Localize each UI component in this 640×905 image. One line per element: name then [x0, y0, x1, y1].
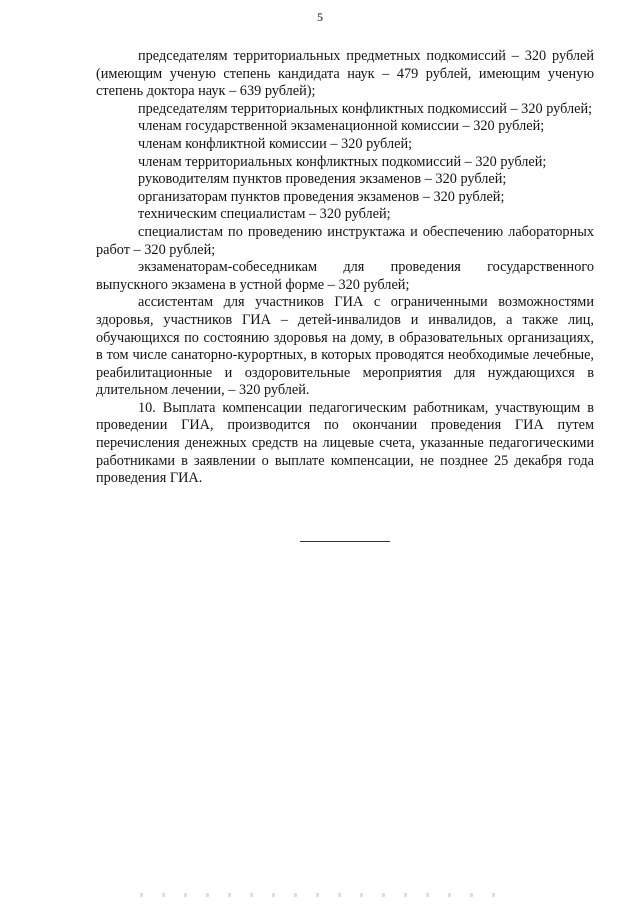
paragraph-exam-point-heads: руководителям пунктов проведения экзаменов – 320 рублей;: [138, 171, 507, 188]
paragraph-conflict-commission-members: членам конфликтной комиссии – 320 рублей;: [138, 135, 413, 152]
paragraph-oral-examiners: экзаменаторам-собеседникам для проведения государственного выпускного экзамена в устной форме – 320 рублей;: [96, 259, 594, 293]
paragraph-state-commission-members: членам государственной экзаменационной комиссии – 320 рублей;: [138, 118, 545, 135]
paragraph-item-10: 10. Выплата компенсации педагогическим работникам, участвующим в проведении ГИА, производится по окончании проведения ГИА путем перечисления денежных средств на лицевые счета, указанные педагогическими работниками в заявлении о выплате компенсации, не позднее 25 декабря года проведения ГИА.: [96, 399, 594, 487]
scan-artifact: [140, 893, 500, 897]
paragraph-exam-point-organizers: организаторам пунктов проведения экзаменов – 320 рублей;: [138, 188, 505, 205]
page-number: 5: [317, 10, 323, 24]
end-separator-line: [300, 541, 390, 542]
paragraph-technical-specialists: техническим специалистам – 320 рублей;: [138, 206, 391, 223]
paragraph-territorial-subject-chairs: председателям территориальных предметных подкомиссий – 320 рублей (имеющим ученую степень кандидата наук – 479 рублей, имеющим ученую степень доктора наук – 639 рублей);: [96, 48, 594, 100]
paragraph-assistants: ассистентам для участников ГИА с ограниченными возможностями здоровья, участников ГИА – детей-инвалидов и инвалидов, а также лиц, обучающихся по состоянию здоровья на дому, в образовательных организациях, в том числе санаторно-курортных, в которых проводятся необходимые лечебные, реабилитационные и оздоровительные мероприятия для нуждающихся в длительном лечении, – 320 рублей.: [96, 294, 594, 399]
paragraph-territorial-conflict-chairs: председателям территориальных конфликтных подкомиссий – 320 рублей;: [138, 100, 593, 117]
paragraph-territorial-conflict-members: членам территориальных конфликтных подкомиссий – 320 рублей;: [138, 153, 547, 170]
paragraph-instruction-specialists: специалистам по проведению инструктажа и обеспечению лабораторных работ – 320 рублей;: [96, 223, 594, 258]
document-body: [96, 48, 594, 488]
